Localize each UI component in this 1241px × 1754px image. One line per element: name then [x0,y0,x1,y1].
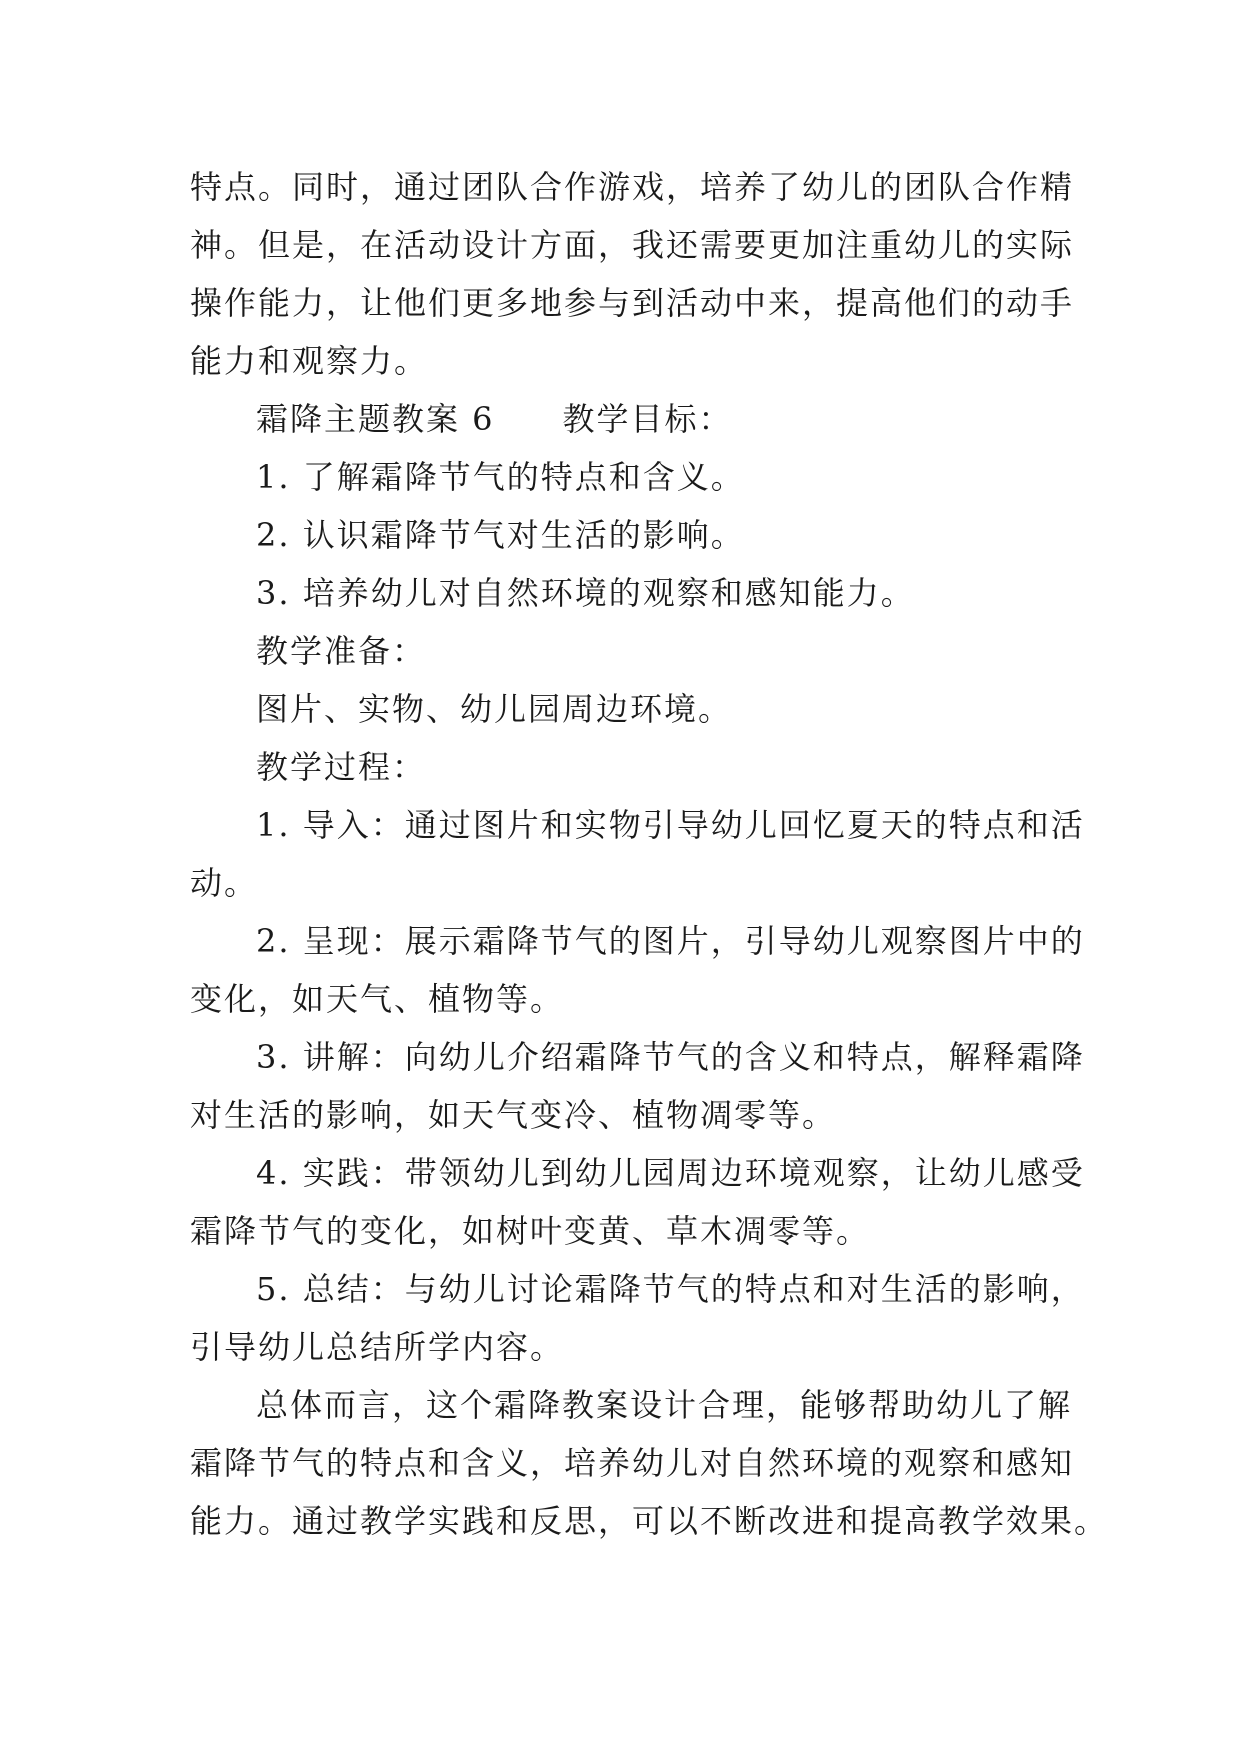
process-step: 3. 讲解：向幼儿介绍霜降节气的含义和特点，解释霜降 [256,1038,1085,1076]
objective-item: 2. 认识霜降节气对生活的影响。 [256,516,745,554]
summary-paragraph: 霜降节气的特点和含义，培养幼儿对自然环境的观察和感知 [190,1444,1075,1482]
body-line: 操作能力，让他们更多地参与到活动中来，提高他们的动手 [190,284,1075,322]
process-step-continuation: 变化，如天气、植物等。 [190,980,565,1018]
document-body [190,158,1109,1550]
objective-item: 3. 培养幼儿对自然环境的观察和感知能力。 [256,574,915,612]
objective-item: 1. 了解霜降节气的特点和含义。 [256,458,745,496]
body-line: 神。但是，在活动设计方面，我还需要更加注重幼儿的实际 [190,226,1075,264]
body-line: 能力和观察力。 [190,342,429,380]
subsection-heading: 教学准备： [256,632,427,670]
summary-paragraph: 能力。通过教学实践和反思，可以不断改进和提高教学效果。 [190,1502,1109,1540]
process-step: 1. 导入：通过图片和实物引导幼儿回忆夏天的特点和活 [256,806,1085,844]
body-line: 特点。同时，通过团队合作游戏，培养了幼儿的团队合作精 [190,168,1075,206]
process-step-continuation: 动。 [190,864,259,902]
section-heading: 霜降主题教案 6 教学目标： [256,400,733,438]
process-step-continuation: 霜降节气的变化，如树叶变黄、草木凋零等。 [190,1212,871,1250]
process-step-continuation: 引导幼儿总结所学内容。 [190,1328,565,1366]
process-step-continuation: 对生活的影响，如天气变冷、植物凋零等。 [190,1096,837,1134]
subsection-heading: 教学过程： [256,748,427,786]
process-step: 5. 总结：与幼儿讨论霜降节气的特点和对生活的影响， [256,1270,1085,1308]
summary-paragraph: 总体而言，这个霜降教案设计合理，能够帮助幼儿了解 [256,1386,1073,1424]
process-step: 4. 实践：带领幼儿到幼儿园周边环境观察，让幼儿感受 [256,1154,1085,1192]
process-step: 2. 呈现：展示霜降节气的图片，引导幼儿观察图片中的 [256,922,1085,960]
body-line: 图片、实物、幼儿园周边环境。 [256,690,733,728]
